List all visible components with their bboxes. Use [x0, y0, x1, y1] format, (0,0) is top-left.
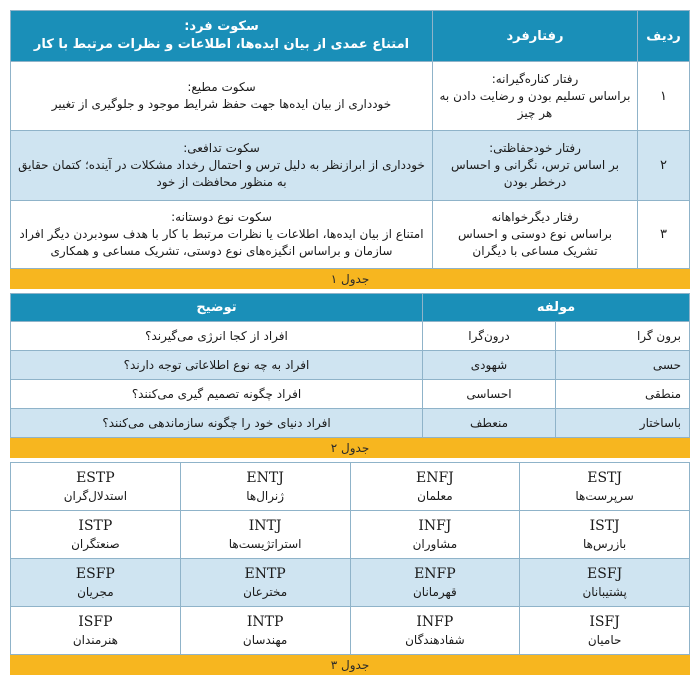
silence-desc: خودداری از ابرازنظر به دلیل ترس و احتمال رخداد مشکلات در آینده؛ کتمان حقایق به منظور محافظت از خود — [18, 158, 425, 189]
type-cell — [520, 463, 690, 511]
header-silence-desc: امتناع عمدی از بیان ایده‌ها، اطلاعات و نظرات مرتبط با کار — [33, 37, 410, 52]
type-cell — [11, 559, 181, 607]
type-cell — [180, 463, 350, 511]
component-b: منعطف — [422, 409, 555, 438]
type-cell — [520, 607, 690, 655]
behavior-desc: براساس نوع دوستی و احساس تشریک مساعی با دیگران — [458, 227, 612, 258]
type-role: شفادهندگان — [405, 632, 465, 647]
behavior-title: رفتار دیگرخواهانه — [491, 210, 579, 224]
silence-title: سکوت تدافعی: — [183, 141, 260, 155]
table3-caption: جدول ۳ — [10, 655, 690, 675]
header-silence-title: سکوت فرد: — [184, 19, 259, 34]
type-code: ENTJ — [246, 469, 284, 486]
behavior-title: رفتار خودحفاظتی: — [489, 141, 581, 155]
type-role: قهرمانان — [412, 584, 457, 599]
behavior-desc: بر اساس ترس، نگرانی و احساس درخطر بودن — [450, 158, 620, 189]
type-role: حامیان — [587, 632, 622, 647]
silence-cell — [11, 201, 433, 269]
type-role: هنرمندان — [72, 632, 118, 647]
type-role: معلمان — [417, 488, 453, 503]
type-code: ISFP — [78, 613, 113, 630]
header-index: ردیف — [638, 11, 690, 62]
row-index: ۲ — [638, 131, 690, 201]
component-b: درون‌گرا — [422, 322, 555, 351]
header-behavior: رفتارفرد — [433, 11, 638, 62]
table-row — [11, 131, 690, 201]
component-desc: افراد دنیای خود را چگونه سازماندهی می‌کنند؟ — [11, 409, 423, 438]
row-index: ۱ — [638, 62, 690, 131]
type-cell — [11, 463, 181, 511]
silence-title: سکوت نوع دوستانه: — [171, 210, 272, 224]
document — [10, 10, 690, 675]
component-b: شهودی — [422, 351, 555, 380]
type-role: استراتژیست‌ها — [228, 536, 302, 551]
table1-header-row — [11, 11, 690, 62]
silence-cell — [11, 131, 433, 201]
component-b: احساسی — [422, 380, 555, 409]
mbti-types-table — [10, 462, 690, 655]
table-row — [11, 351, 690, 380]
type-code: ESTJ — [587, 469, 622, 486]
type-role: مشاوران — [412, 536, 458, 551]
behavior-cell — [433, 131, 638, 201]
type-code: ISTP — [78, 517, 113, 534]
table-row — [11, 62, 690, 131]
type-cell — [350, 607, 520, 655]
table-row — [11, 607, 690, 655]
type-role: استدلال‌گران — [63, 488, 128, 503]
header-component: مولفه — [422, 294, 689, 322]
silence-desc: خودداری از بیان ایده‌ها جهت حفظ شرایط موجود و جلوگیری از تغییر — [51, 97, 392, 111]
type-role: سرپرست‌ها — [575, 488, 634, 503]
type-role: صنعتگران — [71, 536, 120, 551]
silence-behavior-table — [10, 10, 690, 269]
table-row — [11, 463, 690, 511]
type-code: ISTJ — [589, 517, 620, 534]
type-role: ژنرال‌ها — [246, 488, 285, 503]
row-index: ۳ — [638, 201, 690, 269]
table-row — [11, 559, 690, 607]
component-a: برون گرا — [556, 322, 690, 351]
type-role: مهندسان — [242, 632, 288, 647]
component-desc: افراد از کجا انرژی می‌گیرند؟ — [11, 322, 423, 351]
mbti-components-table — [10, 293, 690, 438]
header-description: توضیح — [11, 294, 423, 322]
silence-cell — [11, 62, 433, 131]
silence-title: سکوت مطیع: — [187, 80, 256, 94]
type-code: ESFJ — [587, 565, 623, 582]
type-cell — [11, 607, 181, 655]
type-code: ISFJ — [589, 613, 620, 630]
table-row — [11, 511, 690, 559]
silence-desc: امتناع از بیان ایده‌ها، اطلاعات یا نظرات مرتبط با کار با هدف سودبردن دیگر افراد سازمان و براساس انگیزه‌های نوع دوستی، تشریک مساعی و همکاری — [19, 227, 424, 258]
table-row — [11, 409, 690, 438]
table-row — [11, 322, 690, 351]
component-a: حسی — [556, 351, 690, 380]
type-code: INFJ — [418, 517, 452, 534]
behavior-desc: براساس تسلیم بودن و رضایت دادن به هر چیز — [439, 88, 631, 120]
type-cell — [350, 511, 520, 559]
type-code: ESTP — [76, 469, 115, 486]
type-code: ESFP — [75, 565, 115, 582]
type-cell — [180, 559, 350, 607]
type-cell — [520, 559, 690, 607]
behavior-title: رفتار کناره‌گیرانه: — [491, 71, 579, 86]
table2-caption: جدول ۲ — [10, 438, 690, 458]
behavior-cell — [433, 62, 638, 131]
table1-caption: جدول ۱ — [10, 269, 690, 289]
type-code: ENFP — [414, 565, 456, 582]
table2-header-row — [11, 294, 690, 322]
component-desc: افراد به چه نوع اطلاعاتی توجه دارند؟ — [11, 351, 423, 380]
type-code: INTP — [246, 613, 284, 630]
header-silence — [11, 11, 433, 62]
type-cell — [520, 511, 690, 559]
type-cell — [180, 511, 350, 559]
type-code: ENTP — [244, 565, 286, 582]
table-row — [11, 380, 690, 409]
table-row — [11, 201, 690, 269]
type-cell — [350, 559, 520, 607]
type-code: ENFJ — [415, 469, 454, 486]
component-desc: افراد چگونه تصمیم گیری می‌کنند؟ — [11, 380, 423, 409]
type-cell — [11, 511, 181, 559]
type-cell — [350, 463, 520, 511]
type-role: مجریان — [77, 584, 114, 599]
type-role: بازرس‌ها — [583, 536, 627, 551]
type-role: پشتیبانان — [582, 584, 627, 599]
type-role: مخترعان — [243, 584, 288, 599]
behavior-cell — [433, 201, 638, 269]
type-code: INFP — [416, 613, 454, 630]
type-cell — [180, 607, 350, 655]
component-a: باساختار — [556, 409, 690, 438]
type-code: INTJ — [248, 517, 282, 534]
component-a: منطقی — [556, 380, 690, 409]
